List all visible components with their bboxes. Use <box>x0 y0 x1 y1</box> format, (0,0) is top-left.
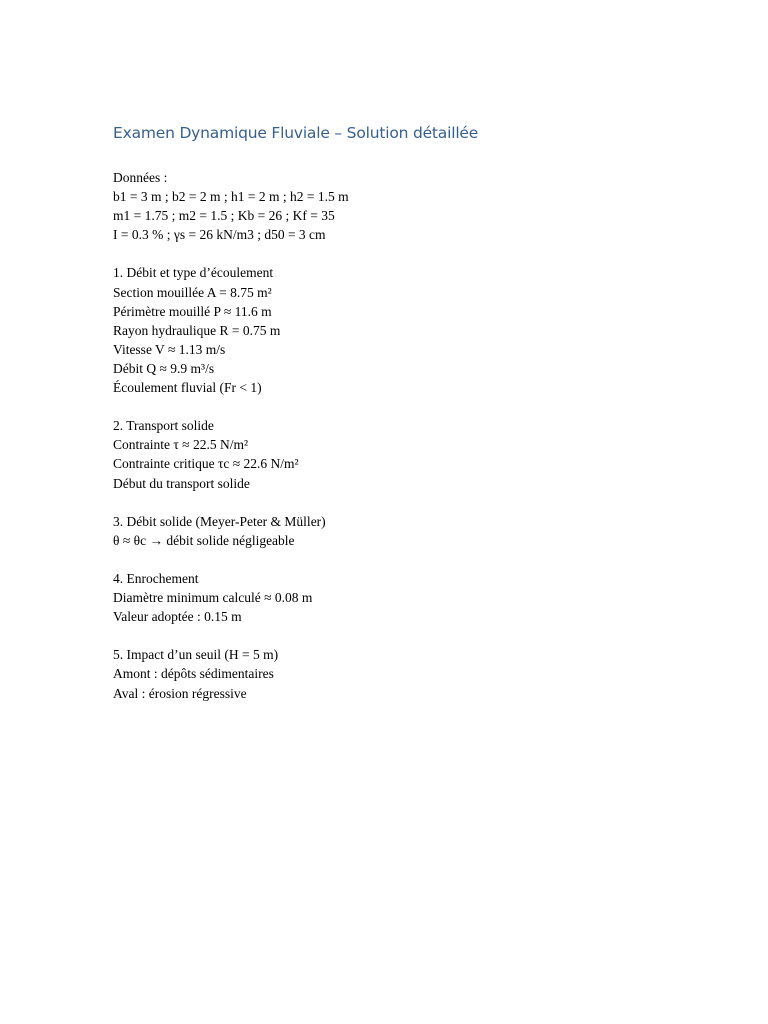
text-line: Contrainte τ ≈ 22.5 N/m² <box>113 437 248 453</box>
section-heading-debit: 1. Débit et type d’écoulement <box>113 265 274 281</box>
text-line: Écoulement fluvial (Fr < 1) <box>113 380 262 396</box>
text-line: I = 0.3 % ; γs = 26 kN/m3 ; d50 = 3 cm <box>113 227 326 243</box>
text-line: Vitesse V ≈ 1.13 m/s <box>113 341 226 357</box>
document-body <box>113 168 349 703</box>
text-line: Rayon hydraulique R = 0.75 m <box>113 322 281 338</box>
text-line: Périmètre mouillé P ≈ 11.6 m <box>113 303 272 319</box>
document-title: Examen Dynamique Fluviale – Solution détaillée <box>113 124 479 142</box>
text-line: Débit Q ≈ 9.9 m³/s <box>113 360 215 376</box>
text-line: m1 = 1.75 ; m2 = 1.5 ; Kb = 26 ; Kf = 35 <box>113 208 335 224</box>
text-line: θ ≈ θc → débit solide négligeable <box>113 532 295 548</box>
blank-line <box>113 626 349 645</box>
blank-line <box>113 493 349 512</box>
section-heading-transport: 2. Transport solide <box>113 418 214 434</box>
text-line: Section mouillée A = 8.75 m² <box>113 284 272 300</box>
section-heading-debit-solide: 3. Débit solide (Meyer-Peter & Müller) <box>113 513 326 529</box>
blank-line <box>113 397 349 416</box>
text-line: Début du transport solide <box>113 475 250 491</box>
text-line: Contrainte critique τc ≈ 22.6 N/m² <box>113 456 299 472</box>
text-line: Diamètre minimum calculé ≈ 0.08 m <box>113 590 313 606</box>
text-line: Amont : dépôts sédimentaires <box>113 666 274 682</box>
blank-line <box>113 550 349 569</box>
text-line: Aval : érosion régressive <box>113 685 247 701</box>
section-heading-enrochement: 4. Enrochement <box>113 570 199 586</box>
section-heading-seuil: 5. Impact d’un seuil (H = 5 m) <box>113 647 279 663</box>
text-line: Valeur adoptée : 0.15 m <box>113 609 242 625</box>
blank-line <box>113 244 349 263</box>
text-line: b1 = 3 m ; b2 = 2 m ; h1 = 2 m ; h2 = 1.5 m <box>113 189 349 205</box>
section-heading-donnees: Données : <box>113 170 168 185</box>
